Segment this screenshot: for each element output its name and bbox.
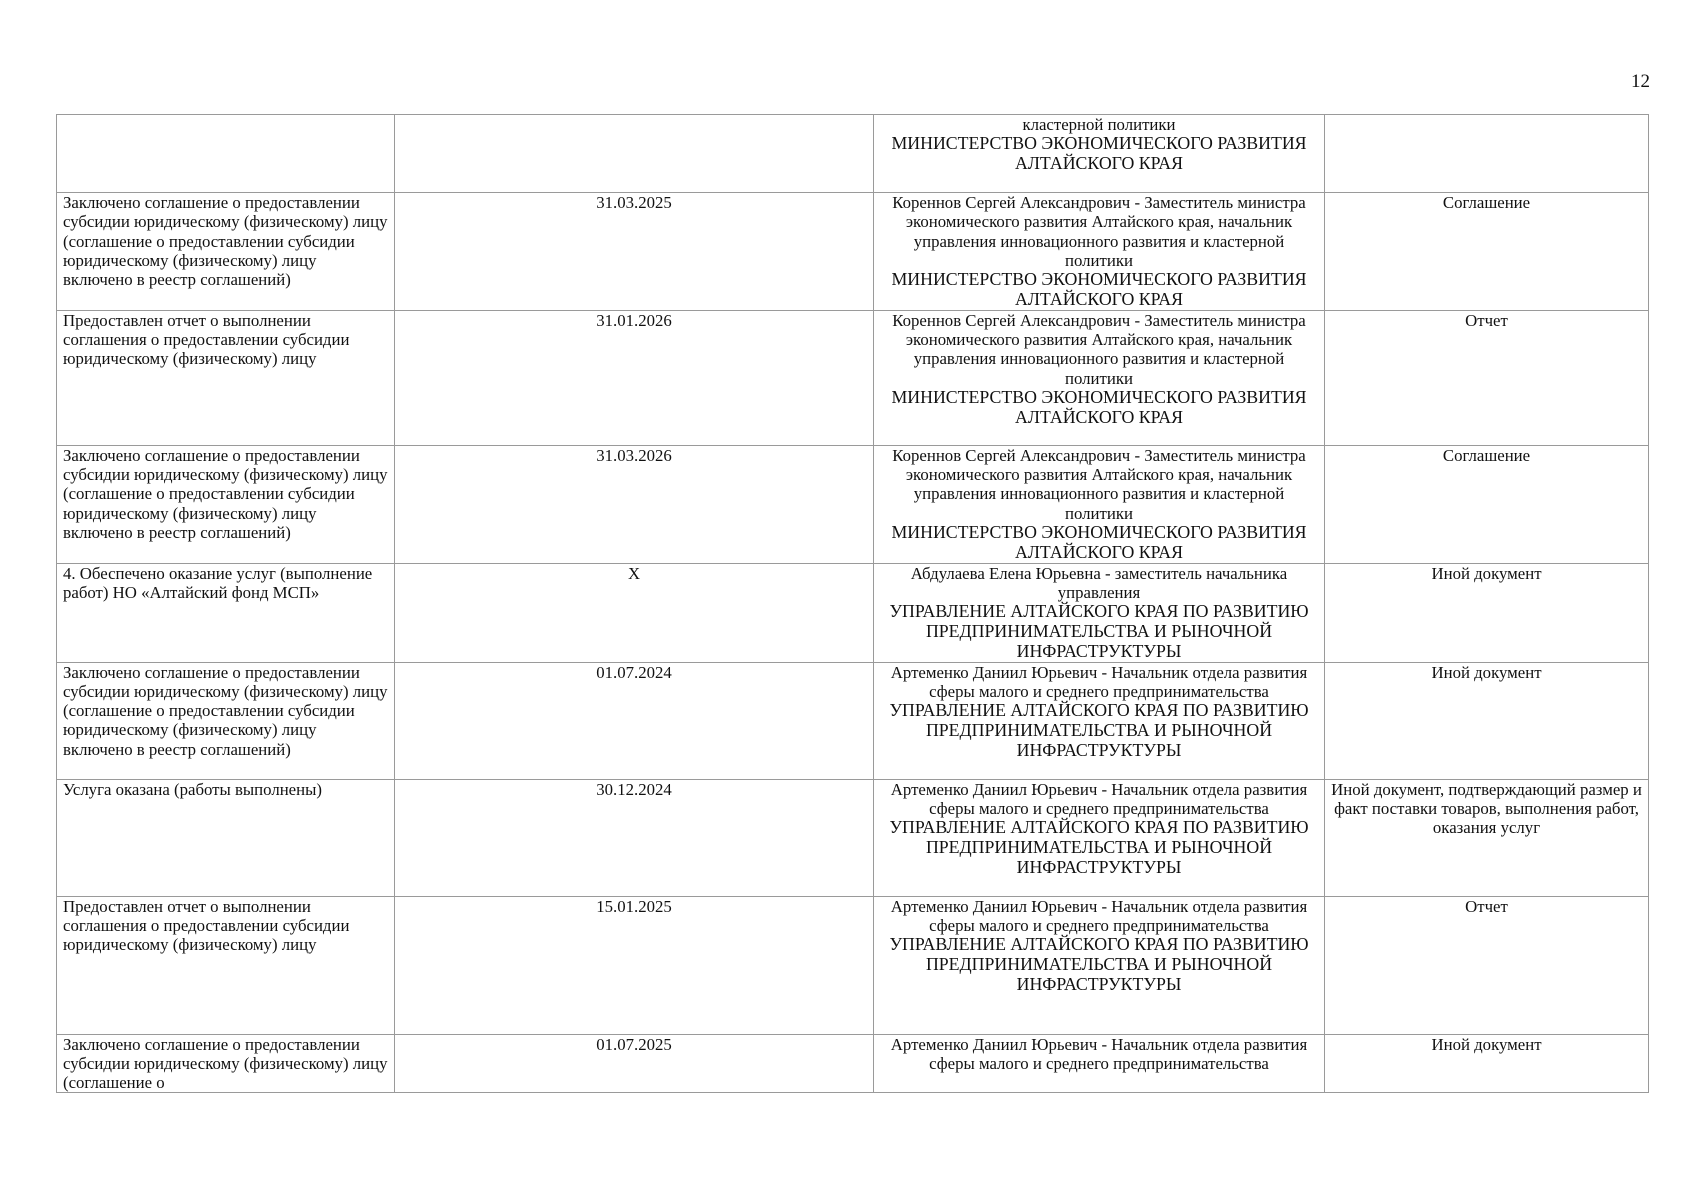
event-cell: Заключено соглашение о предоставлении субсидии юридическому (физическому) лицу (соглашение о предоставлении субсидии юридическому (физическому) лицу включено в реестр соглашений) bbox=[57, 445, 395, 563]
responsible-person: Артеменко Даниил Юрьевич - Начальник отдела развития сферы малого и среднего предпринимательства bbox=[890, 1034, 1308, 1073]
date-cell: X bbox=[395, 563, 874, 662]
table-row bbox=[57, 1034, 1649, 1093]
date-cell: 01.07.2025 bbox=[395, 1034, 874, 1093]
table-row bbox=[57, 896, 1649, 1034]
responsible-cell bbox=[874, 896, 1325, 1034]
responsible-organization: МИНИСТЕРСТВО ЭКОНОМИЧЕСКОГО РАЗВИТИЯ АЛТАЙСКОГО КРАЯ bbox=[891, 521, 1307, 562]
responsible-organization: УПРАВЛЕНИЕ АЛТАЙСКОГО КРАЯ ПО РАЗВИТИЮ ПРЕДПРИНИМАТЕЛЬСТВА И РЫНОЧНОЙ ИНФРАСТРУКТУРЫ bbox=[889, 934, 1309, 994]
responsible-organization: МИНИСТЕРСТВО ЭКОНОМИЧЕСКОГО РАЗВИТИЯ АЛТАЙСКОГО КРАЯ bbox=[891, 133, 1307, 174]
document-type-cell: Отчет bbox=[1325, 310, 1649, 445]
date-cell: 30.12.2024 bbox=[395, 779, 874, 896]
responsible-person: Артеменко Даниил Юрьевич - Начальник отдела развития сферы малого и среднего предпринимательства bbox=[890, 662, 1308, 701]
table-row bbox=[57, 115, 1649, 193]
responsible-organization: МИНИСТЕРСТВО ЭКОНОМИЧЕСКОГО РАЗВИТИЯ АЛТАЙСКОГО КРАЯ bbox=[891, 386, 1307, 427]
control-points-table bbox=[56, 114, 1649, 1093]
event-cell: Заключено соглашение о предоставлении субсидии юридическому (физическому) лицу (соглашение о предоставлении субсидии юридическому (физическому) лицу включено в реестр соглашений) bbox=[57, 193, 395, 311]
responsible-person: кластерной политики bbox=[1022, 115, 1176, 134]
responsible-cell bbox=[874, 445, 1325, 563]
document-type-cell: Соглашение bbox=[1325, 193, 1649, 311]
date-cell: 31.03.2026 bbox=[395, 445, 874, 563]
responsible-cell bbox=[874, 310, 1325, 445]
responsible-person: Абдулаева Елена Юрьевна - заместитель начальника управления bbox=[910, 563, 1288, 602]
date-cell: 31.01.2026 bbox=[395, 310, 874, 445]
document-type-cell: Иной документ bbox=[1325, 563, 1649, 662]
table-row bbox=[57, 445, 1649, 563]
date-cell: 01.07.2024 bbox=[395, 662, 874, 779]
responsible-cell bbox=[874, 115, 1325, 193]
responsible-cell bbox=[874, 1034, 1325, 1093]
table-row bbox=[57, 662, 1649, 779]
table-row bbox=[57, 193, 1649, 311]
event-cell: Предоставлен отчет о выполнении соглашения о предоставлении субсидии юридическому (физическому) лицу bbox=[57, 896, 395, 1034]
event-cell bbox=[57, 115, 395, 193]
event-cell: Заключено соглашение о предоставлении субсидии юридическому (физическому) лицу (соглашение о bbox=[57, 1034, 395, 1093]
date-cell bbox=[395, 115, 874, 193]
responsible-person: Артеменко Даниил Юрьевич - Начальник отдела развития сферы малого и среднего предпринимательства bbox=[890, 896, 1308, 935]
responsible-organization: УПРАВЛЕНИЕ АЛТАЙСКОГО КРАЯ ПО РАЗВИТИЮ ПРЕДПРИНИМАТЕЛЬСТВА И РЫНОЧНОЙ ИНФРАСТРУКТУРЫ bbox=[889, 601, 1309, 661]
event-cell: 4. Обеспечено оказание услуг (выполнение работ) НО «Алтайский фонд МСП» bbox=[57, 563, 395, 662]
responsible-cell bbox=[874, 662, 1325, 779]
responsible-organization: УПРАВЛЕНИЕ АЛТАЙСКОГО КРАЯ ПО РАЗВИТИЮ ПРЕДПРИНИМАТЕЛЬСТВА И РЫНОЧНОЙ ИНФРАСТРУКТУРЫ bbox=[889, 700, 1309, 760]
event-cell: Предоставлен отчет о выполнении соглашения о предоставлении субсидии юридическому (физическому) лицу bbox=[57, 310, 395, 445]
document-type-cell: Иной документ bbox=[1325, 1034, 1649, 1093]
responsible-organization: УПРАВЛЕНИЕ АЛТАЙСКОГО КРАЯ ПО РАЗВИТИЮ ПРЕДПРИНИМАТЕЛЬСТВА И РЫНОЧНОЙ ИНФРАСТРУКТУРЫ bbox=[889, 817, 1309, 877]
responsible-organization: МИНИСТЕРСТВО ЭКОНОМИЧЕСКОГО РАЗВИТИЯ АЛТАЙСКОГО КРАЯ bbox=[891, 269, 1307, 309]
responsible-cell bbox=[874, 563, 1325, 662]
document-type-cell: Соглашение bbox=[1325, 445, 1649, 563]
responsible-person: Кореннов Сергей Александрович - Заместитель министра экономического развития Алтайского края, начальник управления инновационного развития и кластерной политики bbox=[892, 310, 1306, 388]
event-cell: Заключено соглашение о предоставлении субсидии юридическому (физическому) лицу (соглашение о предоставлении субсидии юридическому (физическому) лицу включено в реестр соглашений) bbox=[57, 662, 395, 779]
responsible-person: Артеменко Даниил Юрьевич - Начальник отдела развития сферы малого и среднего предпринимательства bbox=[890, 779, 1308, 818]
document-type-cell: Иной документ, подтверждающий размер и факт поставки товаров, выполнения работ, оказания услуг bbox=[1325, 779, 1649, 896]
table-row bbox=[57, 310, 1649, 445]
event-cell: Услуга оказана (работы выполнены) bbox=[57, 779, 395, 896]
document-type-cell bbox=[1325, 115, 1649, 193]
table-row bbox=[57, 779, 1649, 896]
date-cell: 31.03.2025 bbox=[395, 193, 874, 311]
responsible-person: Кореннов Сергей Александрович - Заместитель министра экономического развития Алтайского края, начальник управления инновационного развития и кластерной политики bbox=[892, 193, 1306, 270]
responsible-cell bbox=[874, 193, 1325, 311]
page-number: 12 bbox=[1631, 71, 1650, 92]
document-type-cell: Иной документ bbox=[1325, 662, 1649, 779]
document-type-cell: Отчет bbox=[1325, 896, 1649, 1034]
responsible-person: Кореннов Сергей Александрович - Заместитель министра экономического развития Алтайского края, начальник управления инновационного развития и кластерной политики bbox=[892, 445, 1306, 523]
responsible-cell bbox=[874, 779, 1325, 896]
table-row bbox=[57, 563, 1649, 662]
date-cell: 15.01.2025 bbox=[395, 896, 874, 1034]
